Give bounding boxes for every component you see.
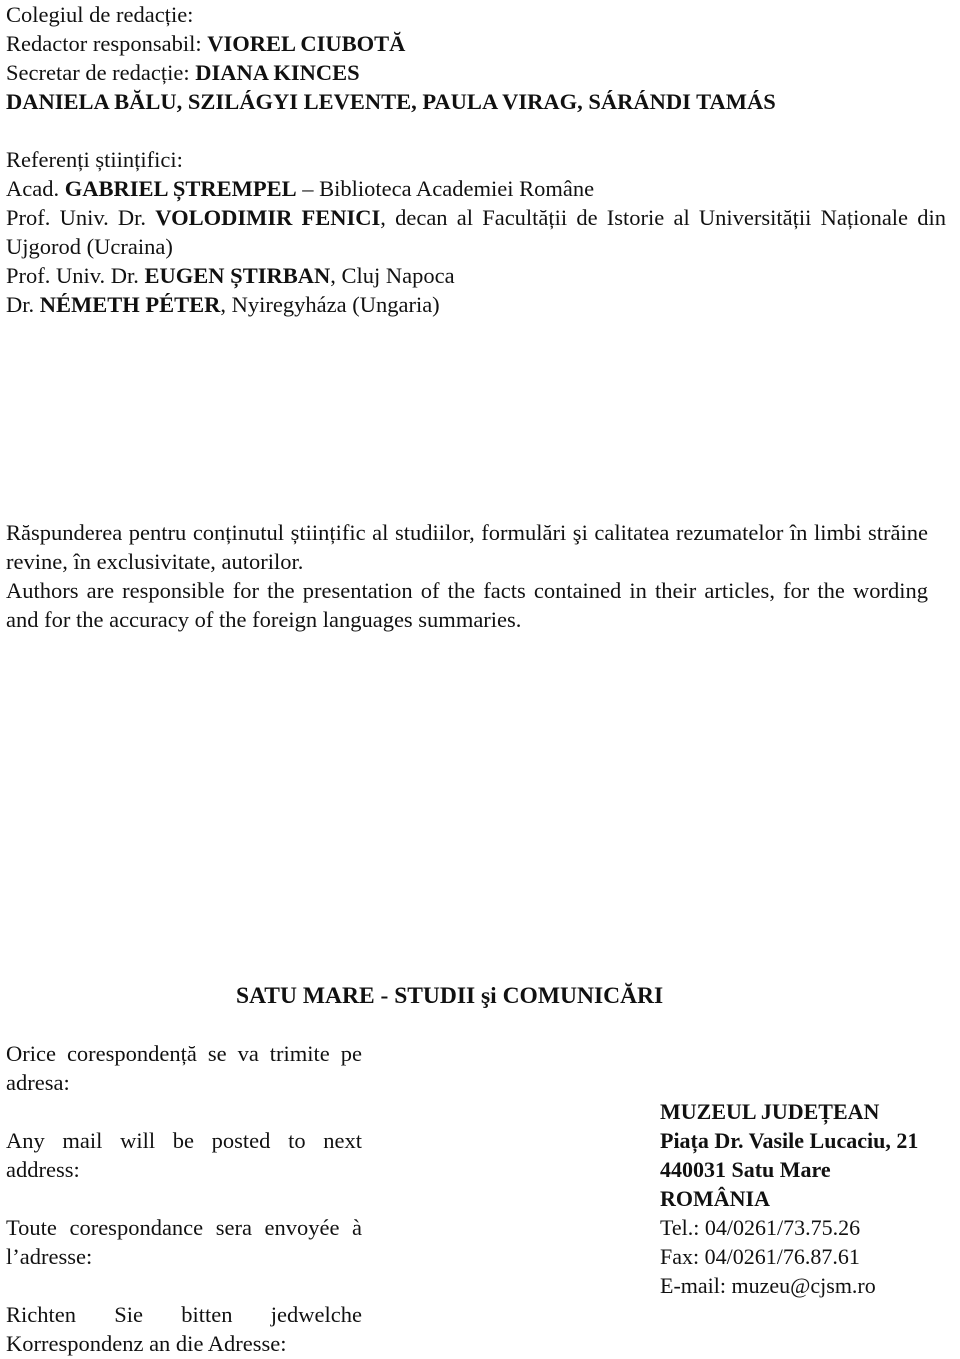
address-email: E-mail: muzeu@cjsm.ro [660,1273,876,1298]
disclaimer [6,518,928,634]
address-tel: Tel.: 04/0261/73.75.26 [660,1215,861,1240]
address-country: ROMÂNIA [660,1186,770,1211]
secretar-line [6,58,946,87]
referee-item: Dr. NÉMETH PÉTER, Nyiregyháza (Ungaria) [6,292,440,317]
secretar-name: DIANA KINCES [195,60,360,85]
spacer [6,1271,362,1300]
redactor-name: VIOREL CIUBOTĂ [207,31,406,56]
address-city: 440031 Satu Mare [660,1157,831,1182]
referee-item: Prof. Univ. Dr. EUGEN ȘTIRBAN, Cluj Napoca [6,263,455,288]
mailing-address [660,1097,918,1300]
spacer [6,1184,362,1213]
correspondence-ro: Orice corespondență se va trimite pe adresa: [6,1041,362,1095]
referees-heading: Referenți științifici: [6,147,183,172]
redactor-line [6,29,946,58]
board-heading: Colegiul de redacție: [6,2,194,27]
correspondence-notes [6,1039,362,1358]
address-fax: Fax: 04/0261/76.87.61 [660,1244,860,1269]
address-street: Piața Dr. Vasile Lucaciu, 21 [660,1128,919,1153]
address-institution: MUZEUL JUDEȚEAN [660,1099,880,1124]
referee-item: Acad. GABRIEL ȘTREMPEL – Biblioteca Academiei Române [6,176,595,201]
redactor-label: Redactor responsabil: [6,31,208,56]
referee-item: Prof. Univ. Dr. VOLODIMIR FENICI, decan al Facultății de Istorie al Universității Naționale din Ujgorod (Ucraina) [6,205,946,259]
journal-title: SATU MARE - STUDII şi COMUNICĂRI [236,983,664,1009]
spacer [6,1097,362,1126]
correspondence-en: Any mail will be posted to next address: [6,1128,362,1182]
disclaimer-en: Authors are responsible for the presentation of the facts contained in their articles, for the wording and for the accuracy of the foreign languages summaries. [6,578,928,632]
disclaimer-ro: Răspunderea pentru conținutul științific al studiilor, formulări şi calitatea rezumatelor în limbi străine revine, în exclusivitate, autorilor. [6,520,928,574]
secretar-label: Secretar de redacție: [6,60,196,85]
correspondence-de: Richten Sie bitten jedwelche Korrespondenz an die Adresse: [6,1302,362,1356]
correspondence-fr: Toute corespondance sera envoyée à l’adresse: [6,1215,362,1269]
board-members: DANIELA BĂLU, SZILÁGYI LEVENTE, PAULA VIRAG, SÁRÁNDI TAMÁS [6,89,776,114]
spacer [6,116,946,145]
editorial-board [6,0,946,319]
